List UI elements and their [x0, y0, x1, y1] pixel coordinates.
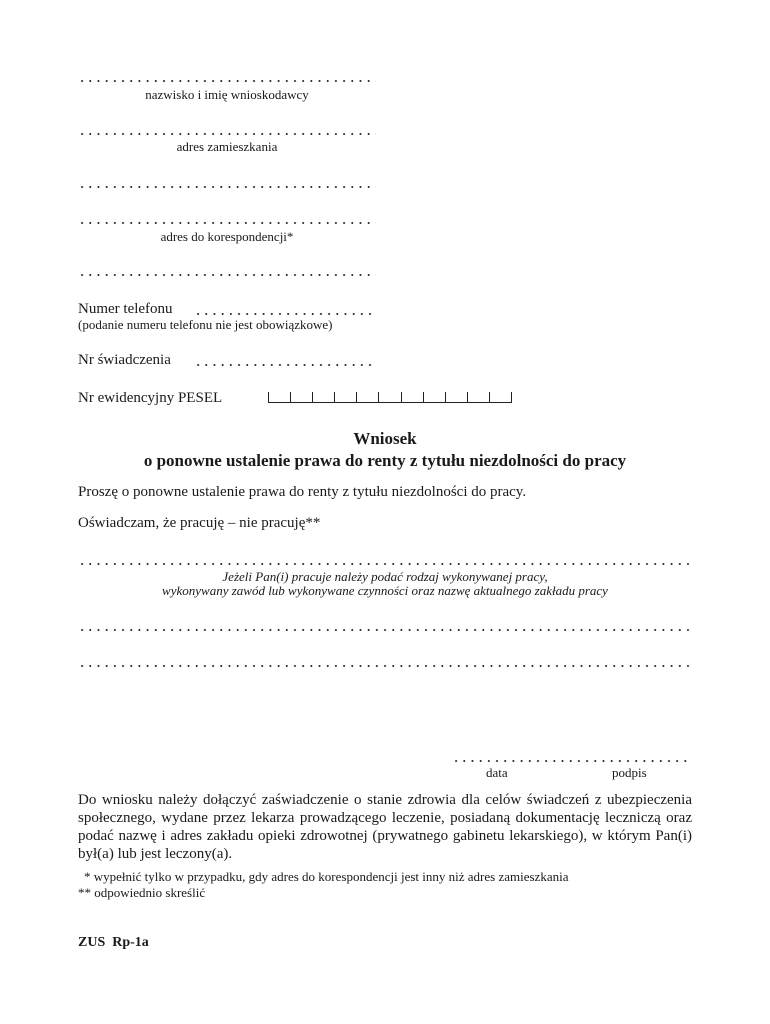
- signature-label: podpis: [612, 765, 647, 780]
- employment-details-field[interactable]: [78, 563, 692, 565]
- pesel-digit-box[interactable]: [268, 392, 290, 403]
- pesel-digit-box[interactable]: [312, 392, 334, 403]
- residence-address-field[interactable]: [78, 133, 376, 135]
- pesel-field[interactable]: [268, 392, 512, 403]
- phone-field[interactable]: [194, 313, 376, 315]
- pesel-digit-box[interactable]: [290, 392, 312, 403]
- benefit-number-label: Nr świadczenia: [78, 352, 171, 368]
- document-subtitle: o ponowne ustalenie prawa do renty z tytułu niezdolności do pracy: [143, 451, 627, 470]
- pesel-digit-box[interactable]: [401, 392, 423, 403]
- pesel-digit-box[interactable]: [445, 392, 467, 403]
- pesel-digit-box[interactable]: [423, 392, 445, 403]
- pesel-digit-box[interactable]: [489, 392, 512, 403]
- footnote-strike-out: ** odpowiednio skreślić: [78, 885, 206, 900]
- employment-declaration: Oświadczam, że pracuję – nie pracuję**: [78, 515, 321, 531]
- employment-details-field-2[interactable]: [78, 629, 692, 631]
- pesel-digit-box[interactable]: [467, 392, 489, 403]
- correspondence-address-caption: adres do korespondencji*: [160, 229, 294, 244]
- pesel-label: Nr ewidencyjny PESEL: [78, 390, 223, 406]
- document-title: Wniosek: [353, 429, 417, 448]
- correspondence-address-field-2[interactable]: [78, 274, 376, 276]
- correspondence-address-field[interactable]: [78, 222, 376, 224]
- employment-note-line-2: wykonywany zawód lub wykonywane czynności oraz nazwę aktualnego zakładu pracy: [162, 583, 608, 598]
- phone-note: (podanie numeru telefonu nie jest obowiązkowe): [78, 317, 333, 332]
- residence-address-caption: adres zamieszkania: [176, 139, 278, 154]
- applicant-name-field[interactable]: [78, 80, 376, 82]
- applicant-name-caption: nazwisko i imię wnioskodawcy: [145, 87, 309, 102]
- pesel-digit-box[interactable]: [334, 392, 356, 403]
- employment-details-field-3[interactable]: [78, 665, 692, 667]
- footnote-correspondence: * wypełnić tylko w przypadku, gdy adres do korespondencji jest inny niż adres zamieszkania: [84, 869, 569, 884]
- date-label: data: [486, 765, 508, 780]
- phone-label: Numer telefonu: [78, 301, 173, 317]
- pesel-digit-box[interactable]: [378, 392, 400, 403]
- pesel-digit-box[interactable]: [356, 392, 378, 403]
- employment-note-line-1: Jeżeli Pan(i) pracuje należy podać rodzaj wykonywanej pracy,: [222, 569, 548, 584]
- date-signature-field[interactable]: [452, 760, 692, 762]
- residence-address-field-2[interactable]: [78, 186, 376, 188]
- form-code: ZUS Rp-1a: [78, 935, 149, 950]
- benefit-number-field[interactable]: [194, 364, 376, 366]
- request-text: Proszę o ponowne ustalenie prawa do renty z tytułu niezdolności do pracy.: [78, 484, 527, 500]
- attachment-instructions: Do wniosku należy dołączyć zaświadczenie o stanie zdrowia dla celów świadczeń z ubezpieczenia społecznego, wydane przez lekarza prowadzącego leczenie, posiadaną dokumentację leczniczą oraz podać nazwę i adres zakładu opieki zdrowotnej (prywatnego gabinetu lekarskiego), w którym Pan(i) był(a) lub jest leczony(a).: [78, 792, 692, 862]
